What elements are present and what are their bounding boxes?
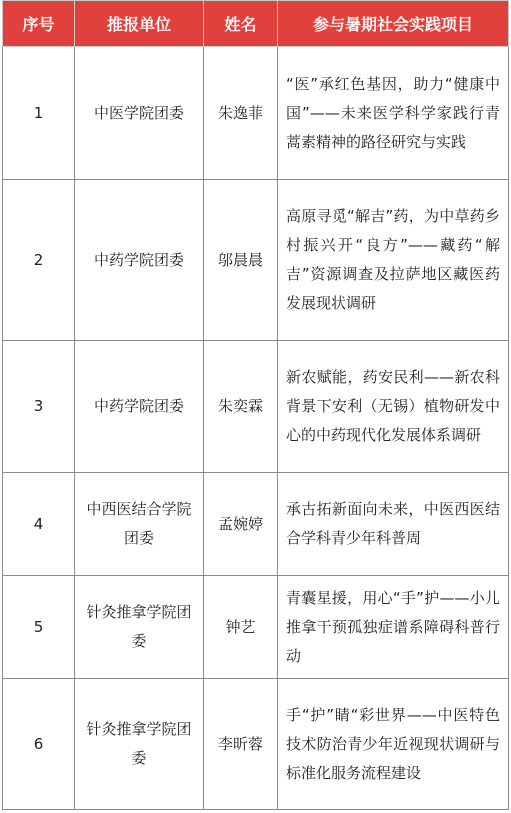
practice-project-table — [2, 0, 509, 810]
table-row — [3, 180, 509, 341]
row-number: 4 — [3, 473, 75, 576]
row-project: 新农赋能，药安民利——新农科背景下安利（无锡）植物研发中心的中药现代化发展体系调研 — [278, 341, 509, 473]
row-number: 6 — [3, 679, 75, 810]
row-name: 孟婉婷 — [204, 473, 278, 576]
row-unit: 针灸推拿学院团委 — [75, 679, 204, 810]
row-number: 5 — [3, 576, 75, 679]
table-row — [3, 473, 509, 576]
table-row — [3, 47, 509, 180]
row-project: 青囊星援，用心“手”护——小儿推拿干预孤独症谱系障碍科普行动 — [278, 576, 509, 679]
table-row — [3, 576, 509, 679]
row-name: 李昕蓉 — [204, 679, 278, 810]
row-unit: 中药学院团委 — [75, 341, 204, 473]
header-row — [3, 1, 509, 47]
row-project: “医”承红色基因，助力“健康中国”——未来医学科学家践行青蒿素精神的路径研究与实践 — [278, 47, 509, 180]
row-unit: 中西医结合学院团委 — [75, 473, 204, 576]
header-project: 参与暑期社会实践项目 — [278, 1, 509, 47]
table-row — [3, 679, 509, 810]
row-name: 钟艺 — [204, 576, 278, 679]
row-number: 1 — [3, 47, 75, 180]
row-name: 朱奕霖 — [204, 341, 278, 473]
row-number: 2 — [3, 180, 75, 341]
header-name: 姓名 — [204, 1, 278, 47]
header-unit: 推报单位 — [75, 1, 204, 47]
header-number: 序号 — [3, 1, 75, 47]
row-name: 邬晨晨 — [204, 180, 278, 341]
table-row — [3, 341, 509, 473]
row-name: 朱逸菲 — [204, 47, 278, 180]
row-project: 手“护”睛“彩世界——中医特色技术防治青少年近视现状调研与标准化服务流程建设 — [278, 679, 509, 810]
row-number: 3 — [3, 341, 75, 473]
row-unit: 针灸推拿学院团委 — [75, 576, 204, 679]
row-unit: 中医学院团委 — [75, 47, 204, 180]
row-project: 高原寻觅“解吉”药，为中草药乡村振兴开“良方”——藏药“解吉”资源调查及拉萨地区藏医药发展现状调研 — [278, 180, 509, 341]
row-project: 承古拓新面向未来，中医西医结合学科青少年科普周 — [278, 473, 509, 576]
row-unit: 中药学院团委 — [75, 180, 204, 341]
